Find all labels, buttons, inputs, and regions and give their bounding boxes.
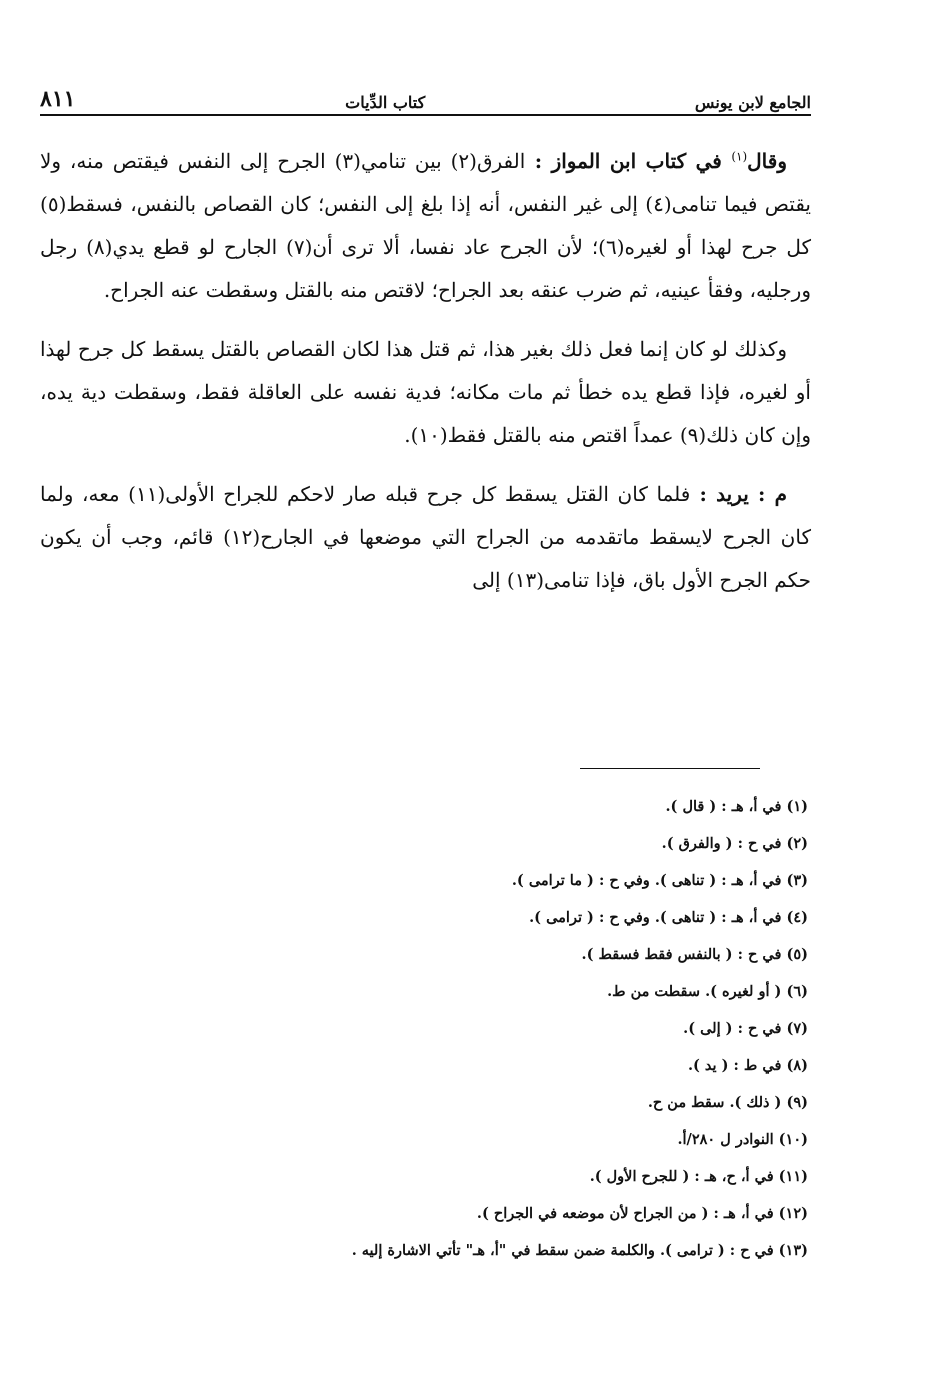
footnote: (٨) في ط : ( يد ). xyxy=(687,1057,808,1074)
paragraph-1 xyxy=(40,140,811,312)
paragraph-2-text: وكذلك لو كان إنما فعل ذلك بغير هذا، ثم قتل هذا لكان القصاص بالقتل يسقط كل جرح لهذا أو لغيره، فإذا قطع يده خطأ ثم مات مكانه؛ فدية نفسه على العاقلة فقط، وسقطت دية يده، وإن كان ذلك(٩) عمداً اقتص منه بالقتل فقط(١٠). xyxy=(40,337,811,447)
footnote: (٥) في ح : ( بالنفس فقط فسقط ). xyxy=(581,946,808,963)
footnote: (٣) في أ، هـ : ( تناهى ). وفي ح : ( ما ترامى ). xyxy=(511,872,808,889)
footnote-ref: (١) xyxy=(731,149,748,164)
paragraph-1-lead: وقال xyxy=(747,149,787,173)
footnote: (٧) في ح : ( إلى ). xyxy=(683,1020,808,1037)
paragraph-1-text: الفرق(٢) بين تنامي(٣) الجرح إلى النفس فيقتص منه، ولا يقتص فيما تنامى(٤) إلى غير النفس، أنه إذا بلغ إلى النفس؛ كان القصاص بالنفس، فسقط(٥) كل جرح لهذا أو لغيره(٦)؛ لأن الجرح عاد نفسا، ألا ترى أن(٧) الجارح لو قطع يدي(٨) رجل ورجليه، وفقأ عينيه، ثم ضرب عنقه بعد الجراح؛ لاقتص منه بالقتل وسقطت عنه الجراح. xyxy=(40,149,812,302)
footnote: (١١) في أ، ح، هـ : ( للجرح الأول ). xyxy=(589,1168,808,1185)
footnote: (١٣) في ح : ( ترامى ). والكلمة ضمن سقط في "أ، هـ" تأتي الاشارة إليه . xyxy=(351,1242,808,1259)
footnote: (٤) في أ، هـ : ( تناهى ). وفي ح : ( ترامى ). xyxy=(529,909,808,926)
footnote: (٢) في ح : ( والفرق ). xyxy=(661,835,808,852)
footnote-separator xyxy=(580,768,760,769)
footnote: (١٢) في أ، هـ : ( من الجراح لأن موضعه في الجراح ). xyxy=(476,1205,808,1222)
footnote: (٩) ( ذلك ). سقط من ح. xyxy=(647,1094,808,1111)
paragraph-2 xyxy=(40,328,811,457)
main-text xyxy=(40,140,811,618)
page-header xyxy=(40,84,811,112)
paragraph-3-lead: م : يريد : xyxy=(690,482,788,506)
paragraph-3 xyxy=(40,473,811,602)
page-number: ٨١١ xyxy=(40,86,76,112)
header-rule xyxy=(40,114,811,116)
footnote: (١) في أ، هـ : ( قال ). xyxy=(665,798,808,815)
paragraph-1-lead-2: في كتاب ابن المواز : xyxy=(525,149,732,173)
footnotes xyxy=(200,788,808,1269)
footnote: (٦) ( أو لغيره ). سقطت من ط. xyxy=(607,983,808,1000)
paragraph-3-text: فلما كان القتل يسقط كل جرح قبله صار لاحكم للجراح الأولى(١١) معه، ولما كان الجرح لايسقط ماتقدمه من الجراح التي موضعها في الجارح(١٢) قائم، وجب أن يكون حكم الجرح الأول باق، فإذا تنامى(١٣) إلى xyxy=(40,482,811,592)
chapter-title: كتاب الدِّيات xyxy=(345,93,426,112)
footnote: (١٠) النوادر ل ٢٨٠/أ. xyxy=(677,1131,808,1148)
book-title: الجامع لابن يونس xyxy=(694,93,811,112)
